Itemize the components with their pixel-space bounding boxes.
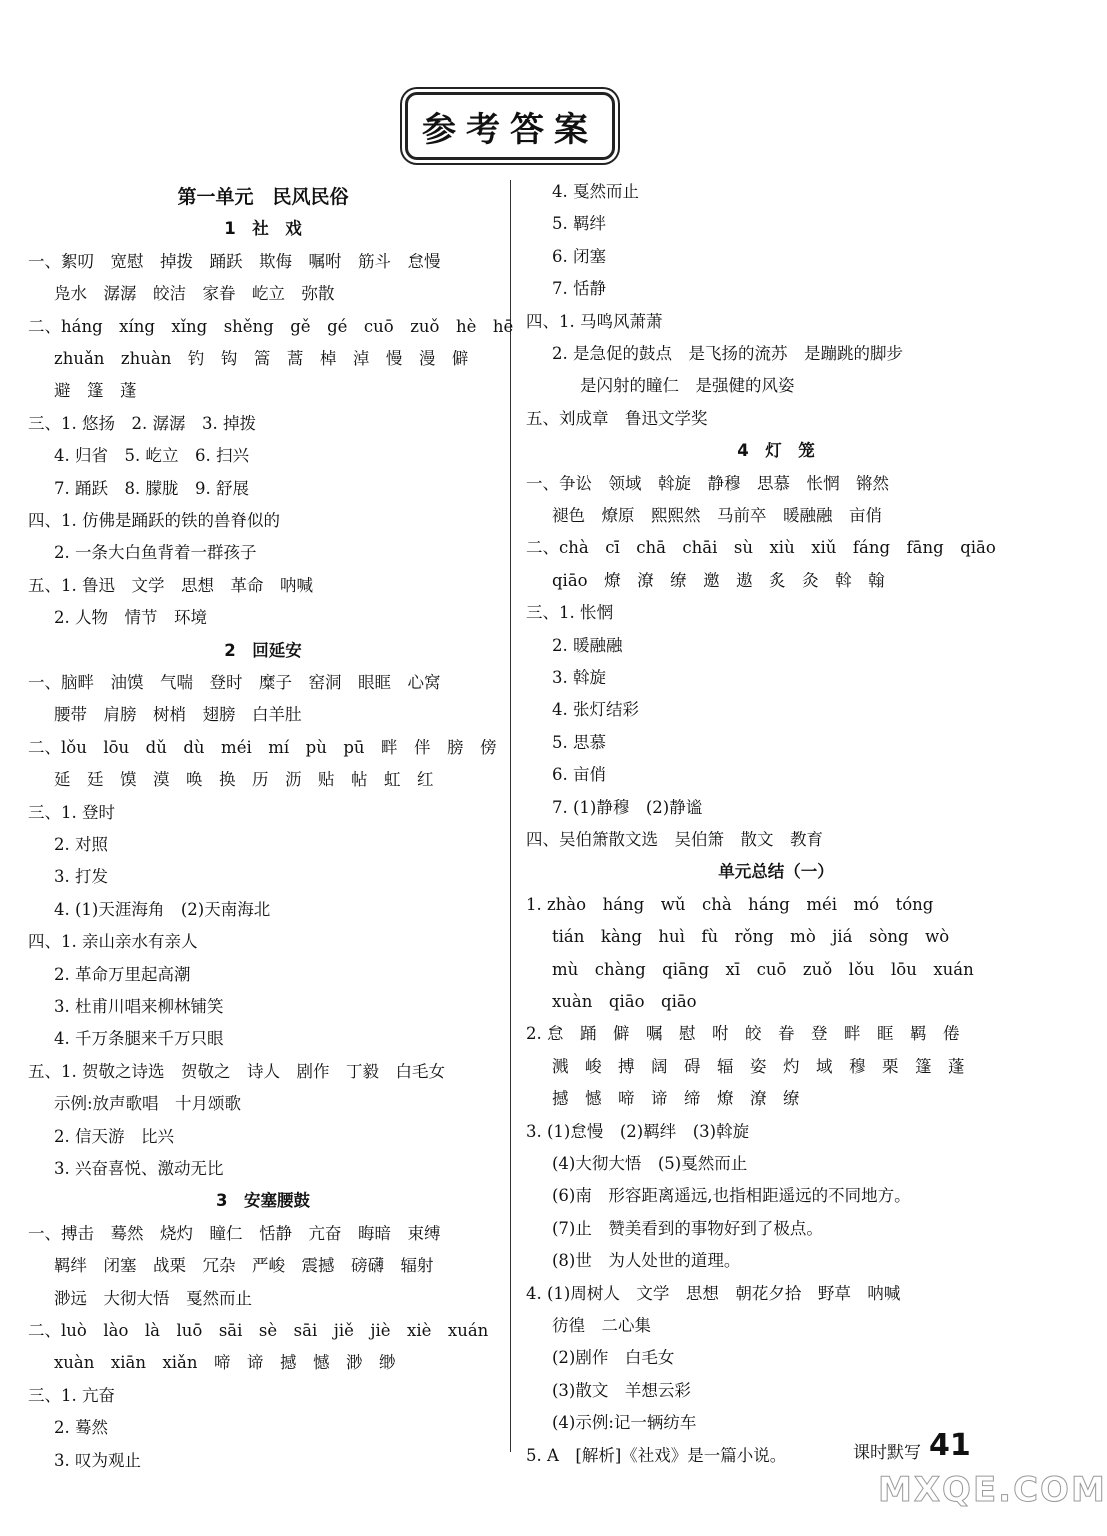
answer-line: 7. 踊跃 8. 朦胧 9. 舒展 bbox=[54, 478, 249, 498]
answer-line: 2. 一条大白鱼背着一群孩子 bbox=[54, 543, 257, 563]
answer-line: (2)剧作 白毛女 bbox=[552, 1348, 675, 1368]
answer-line: (7)止 赞美看到的事物好到了极点。 bbox=[552, 1218, 823, 1238]
answer-line: 4. (1)天涯海角 (2)天南海北 bbox=[54, 899, 271, 919]
answer-line: 5. A [解析]《社戏》是一篇小说。 bbox=[526, 1445, 787, 1465]
answer-line: 褪色 燎原 熙熙然 马前卒 暖融融 亩俏 bbox=[552, 506, 882, 525]
answer-line: 3. 打发 bbox=[54, 867, 108, 887]
answer-line: 2. 革命万里起高潮 bbox=[54, 964, 191, 984]
answer-line: 6. 闭塞 bbox=[552, 246, 606, 266]
answer-line: 4. 张灯结彩 bbox=[552, 700, 639, 720]
answer-line: xuàn xiān xiǎn 啼 谛 撼 憾 渺 缈 bbox=[54, 1353, 396, 1373]
answer-line: 2. 蓦然 bbox=[54, 1418, 108, 1438]
answer-line: 7. 恬静 bbox=[552, 279, 606, 299]
answer-line: 示例:放声歌唱 十月颂歌 bbox=[54, 1094, 242, 1114]
answer-line: 2. 对照 bbox=[54, 835, 108, 854]
answer-line: 3. 叹为观止 bbox=[54, 1450, 141, 1470]
answer-line: 三、1. 怅惘 bbox=[526, 603, 613, 623]
answer-line: 3. 兴奋喜悦、激动无比 bbox=[54, 1159, 224, 1178]
answer-line: 4. 戛然而止 bbox=[552, 182, 639, 201]
answer-line: 延 廷 馍 漠 唤 换 历 沥 贴 帖 虹 红 bbox=[54, 770, 434, 790]
column-divider bbox=[510, 180, 511, 1452]
answer-line: 腰带 肩膀 树梢 翅膀 白羊肚 bbox=[54, 705, 302, 725]
answer-line: 一、搏击 蓦然 烧灼 瞳仁 恬静 亢奋 晦暗 束缚 bbox=[28, 1223, 441, 1243]
answer-line: qiāo 燎 潦 缭 邀 遨 炙 灸 斡 翰 bbox=[552, 570, 885, 590]
page-title: 参考答案 bbox=[422, 109, 598, 150]
answer-line: mù chàng qiāng xī cuō zuǒ lǒu lōu xuán bbox=[552, 959, 974, 979]
answer-line: 1. zhào háng wǔ chà háng méi mó tóng bbox=[526, 894, 934, 914]
answer-line: 四、1. 亲山亲水有亲人 bbox=[28, 932, 198, 952]
answer-line: 5. 思慕 bbox=[552, 732, 606, 752]
answer-line: 一、絮叨 宽慰 掉拨 踊跃 欺侮 嘱咐 筋斗 怠慢 bbox=[28, 251, 441, 271]
answer-line: tián kàng huì fù rǒng mò jiá sòng wò bbox=[552, 927, 950, 947]
answer-line: 撼 憾 啼 谛 缔 燎 潦 缭 bbox=[552, 1089, 800, 1109]
answer-line: 4. 千万条腿来千万只眼 bbox=[54, 1029, 224, 1049]
answer-line: 五、1. 贺敬之诗选 贺敬之 诗人 剧作 丁毅 白毛女 bbox=[28, 1061, 445, 1081]
footer-label: 课时默写 bbox=[853, 1443, 921, 1463]
section-heading: 3 安塞腰鼓 bbox=[216, 1191, 310, 1211]
answer-line: 四、吴伯箫散文选 吴伯箫 散文 教育 bbox=[526, 830, 823, 849]
answer-line: 羁绊 闭塞 战栗 冗杂 严峻 震撼 磅礴 辐射 bbox=[54, 1256, 434, 1276]
answer-line: 五、1. 鲁迅 文学 思想 革命 呐喊 bbox=[28, 575, 313, 595]
answer-line: 2. 暖融融 bbox=[552, 635, 623, 655]
section-heading: 第一单元 民风民俗 bbox=[177, 186, 349, 208]
answer-line: 是闪射的瞳仁 是强健的风姿 bbox=[580, 376, 795, 396]
answer-line: zhuǎn zhuàn 钓 钩 篙 蒿 棹 淖 慢 漫 僻 bbox=[54, 349, 469, 368]
page-footer bbox=[853, 1428, 971, 1463]
answer-line: (4)大彻大悟 (5)戛然而止 bbox=[552, 1154, 748, 1173]
answer-line: (6)南 形容距离遥远,也指相距遥远的不同地方。 bbox=[552, 1186, 911, 1206]
page-number: 41 bbox=[929, 1428, 971, 1463]
page-title-box bbox=[405, 92, 615, 160]
answer-line: 2. 人物 情节 环境 bbox=[54, 608, 207, 628]
answer-line: 五、刘成章 鲁迅文学奖 bbox=[526, 408, 708, 428]
answer-line: 三、1. 悠扬 2. 潺潺 3. 掉拨 bbox=[28, 413, 256, 433]
answer-line: 3. 斡旋 bbox=[552, 668, 606, 687]
answer-line: 凫水 潺潺 皎洁 家眷 屹立 弥散 bbox=[54, 284, 335, 304]
answer-line: (8)世 为人处世的道理。 bbox=[552, 1251, 741, 1271]
answer-line: 2. 是急促的鼓点 是飞扬的流苏 是蹦跳的脚步 bbox=[552, 344, 903, 363]
answer-line: 2. 信天游 比兴 bbox=[54, 1126, 174, 1146]
answer-line: 彷徨 二心集 bbox=[552, 1316, 651, 1335]
answer-line: 二、lǒu lōu dǔ dù méi mí pù pū 畔 伴 膀 傍 bbox=[28, 737, 497, 757]
answer-line: 3. (1)怠慢 (2)羁绊 (3)斡旋 bbox=[526, 1121, 750, 1141]
answer-line: 溅 峻 搏 阔 碍 辐 姿 灼 域 穆 栗 篷 蓬 bbox=[552, 1056, 965, 1076]
answer-line: (4)示例:记一辆纺车 bbox=[552, 1413, 697, 1433]
section-heading: 1 社 戏 bbox=[224, 219, 302, 239]
section-heading: 单元总结（一） bbox=[718, 862, 834, 882]
answer-line: 3. 杜甫川唱来柳林铺笑 bbox=[54, 997, 224, 1016]
answer-line: (3)散文 羊想云彩 bbox=[552, 1380, 691, 1400]
answer-line: 4. (1)周树人 文学 思想 朝花夕拾 野草 呐喊 bbox=[526, 1283, 901, 1303]
answer-line: 4. 归省 5. 屹立 6. 扫兴 bbox=[54, 446, 249, 466]
answer-line: 2. 怠 踊 僻 嘱 慰 咐 皎 眷 登 畔 眶 羁 倦 bbox=[526, 1024, 960, 1044]
answer-line: 四、1. 仿佛是踊跃的铁的兽脊似的 bbox=[28, 511, 280, 530]
answer-line: 5. 羁绊 bbox=[552, 214, 606, 234]
answer-line: 一、争讼 领域 斡旋 静穆 思慕 怅惘 锵然 bbox=[526, 473, 889, 493]
answer-line: 渺远 大彻大悟 戛然而止 bbox=[54, 1288, 252, 1308]
watermark-logo: MXQE.COM bbox=[878, 1470, 1107, 1510]
answer-line: 一、脑畔 油馍 气喘 登时 糜子 窑洞 眼眶 心窝 bbox=[28, 673, 441, 692]
answer-line: 二、háng xíng xǐng shěng gě gé cuō zuǒ hè hē bbox=[28, 316, 514, 336]
section-heading: 4 灯 笼 bbox=[737, 441, 815, 461]
answer-line: 6. 亩俏 bbox=[552, 765, 606, 785]
answer-line: 三、1. 亢奋 bbox=[28, 1385, 115, 1405]
answer-line: xuàn qiāo qiāo bbox=[552, 992, 697, 1011]
answer-line: 二、luò lào là luō sāi sè sāi jiě jiè xiè xuán bbox=[28, 1321, 489, 1340]
answer-line: 7. (1)静穆 (2)静谧 bbox=[552, 797, 703, 817]
answer-line: 避 篷 蓬 bbox=[54, 381, 137, 401]
answer-line: 三、1. 登时 bbox=[28, 802, 115, 822]
answer-line: 二、chà cī chā chāi sù xiù xiǔ fáng fāng qiāo bbox=[526, 538, 996, 558]
section-heading: 2 回延安 bbox=[224, 640, 302, 660]
answer-line: 四、1. 马鸣风萧萧 bbox=[526, 311, 663, 331]
